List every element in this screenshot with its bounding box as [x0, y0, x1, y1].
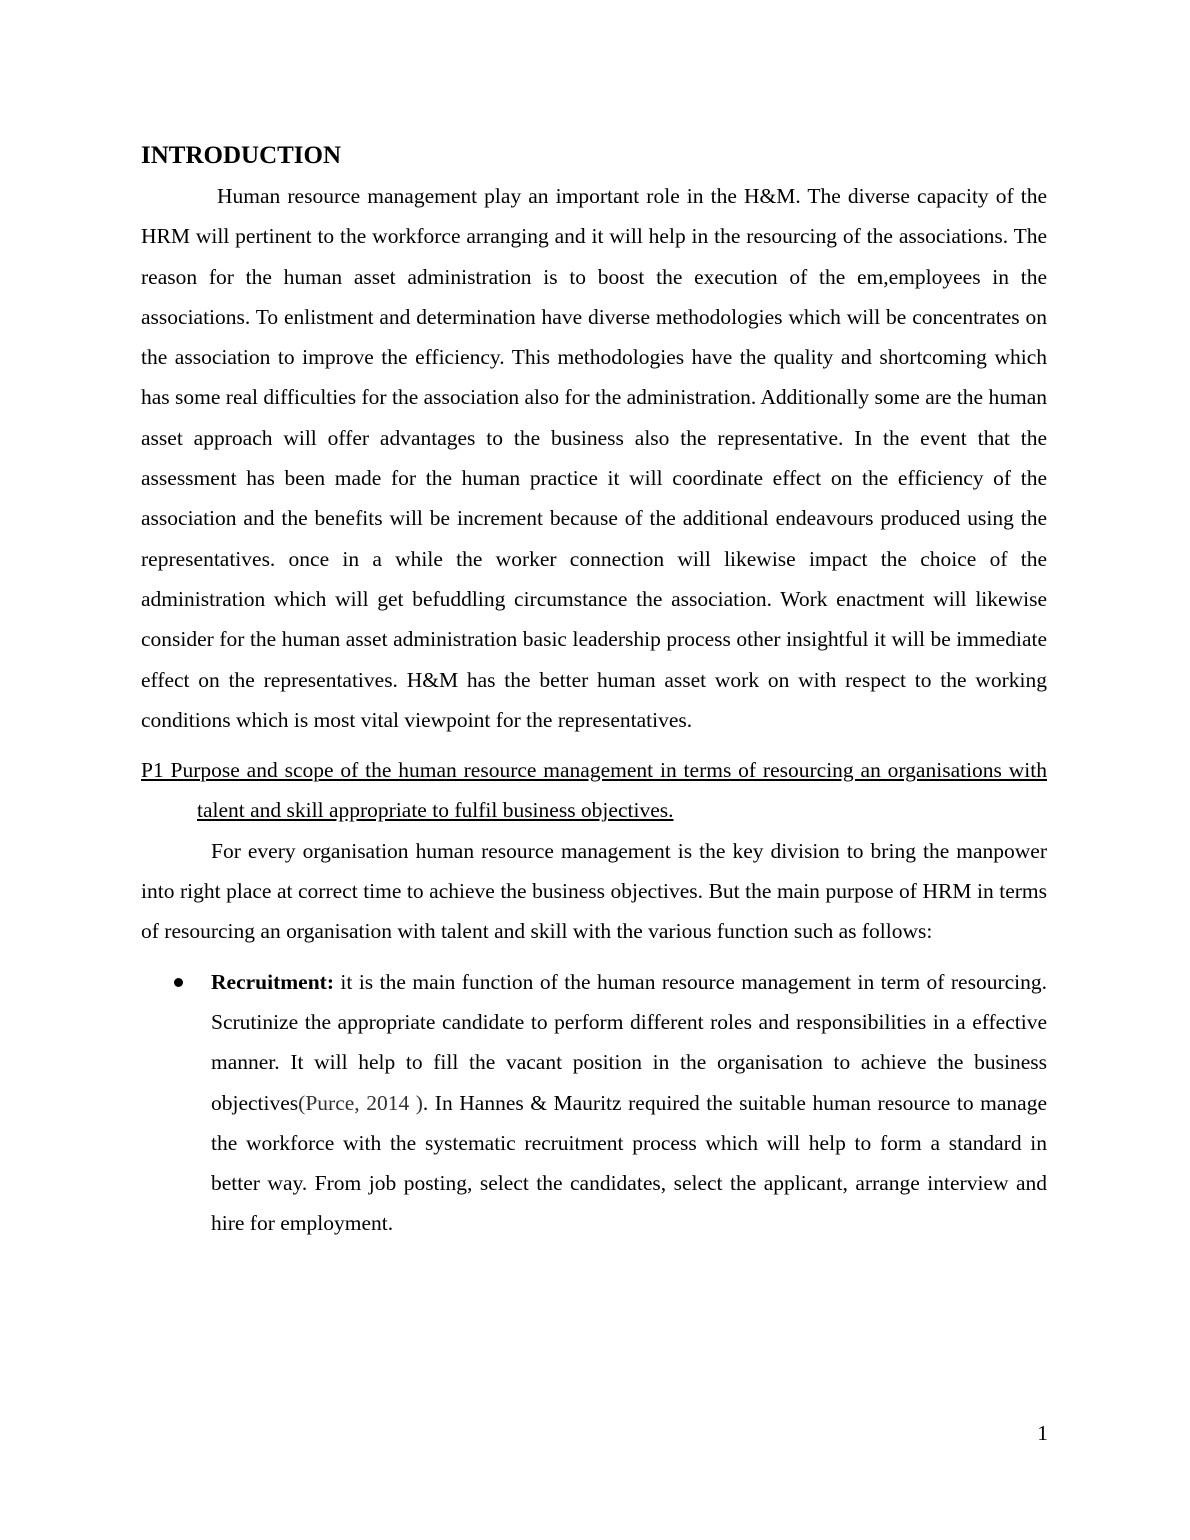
bullet-label: Recruitment: — [211, 969, 334, 994]
function-bullet-list — [141, 962, 1047, 1244]
p1-section-title: P1 Purpose and scope of the human resource management in terms of resourcing an organisations with talent and skill appropriate to fulfil business objectives. — [141, 758, 1047, 823]
introduction-heading: INTRODUCTION — [141, 142, 342, 169]
bullet-citation: (Purce, 2014 ) — [298, 1090, 423, 1115]
page-content — [141, 138, 1047, 1244]
bullet-item-recruitment — [141, 962, 1047, 1244]
p1-section-paragraph: For every organisation human resource management is the key division to bring the manpower into right place at correct time to achieve the business objectives. But the main purpose of HRM in terms of resourcing an organisation with talent and skill with the various function such as follows: — [141, 838, 1047, 944]
page-number: 1 — [1037, 1421, 1048, 1445]
bullet-text-before-citation: it is the main function of the human resource management in term of resourcing. Scrutinize the appropriate candidate to perform different roles and responsibilities in a effective manner. It will help to fill the vacant position in the organisation to achieve the business objectives — [211, 969, 1047, 1115]
bullet-dot-icon — [174, 978, 183, 987]
bullet-text-after-citation: . In Hannes & Mauritz required the suitable human resource to manage the workforce with the systematic recruitment process which will help to form a standard in better way. From job posting, select the candidates, select the applicant, arrange interview and hire for employment. — [211, 1090, 1047, 1236]
introduction-paragraph: Human resource management play an important role in the H&M. The diverse capacity of the HRM will pertinent to the workforce arranging and it will help in the resourcing of the associations. The reason for the human asset administration is to boost the execution of the em,employees in the associations. To enlistment and determination have diverse methodologies which will be concentrates on the association to improve the efficiency. This methodologies have the quality and shortcoming which has some real difficulties for the association also for the administration. Additionally some are the human asset approach will offer advantages to the business also the representative. In the event that the assessment has been made for the human practice it will coordinate effect on the efficiency of the association and the benefits will be increment because of the additional endeavours produced using the representatives. once in a while the worker connection will likewise impact the choice of the administration which will get befuddling circumstance the association. Work enactment will likewise consider for the human asset administration basic leadership process other insightful it will be immediate effect on the representatives. H&M has the better human asset work on with respect to the working conditions which is most vital viewpoint for the representatives. — [141, 184, 1047, 732]
